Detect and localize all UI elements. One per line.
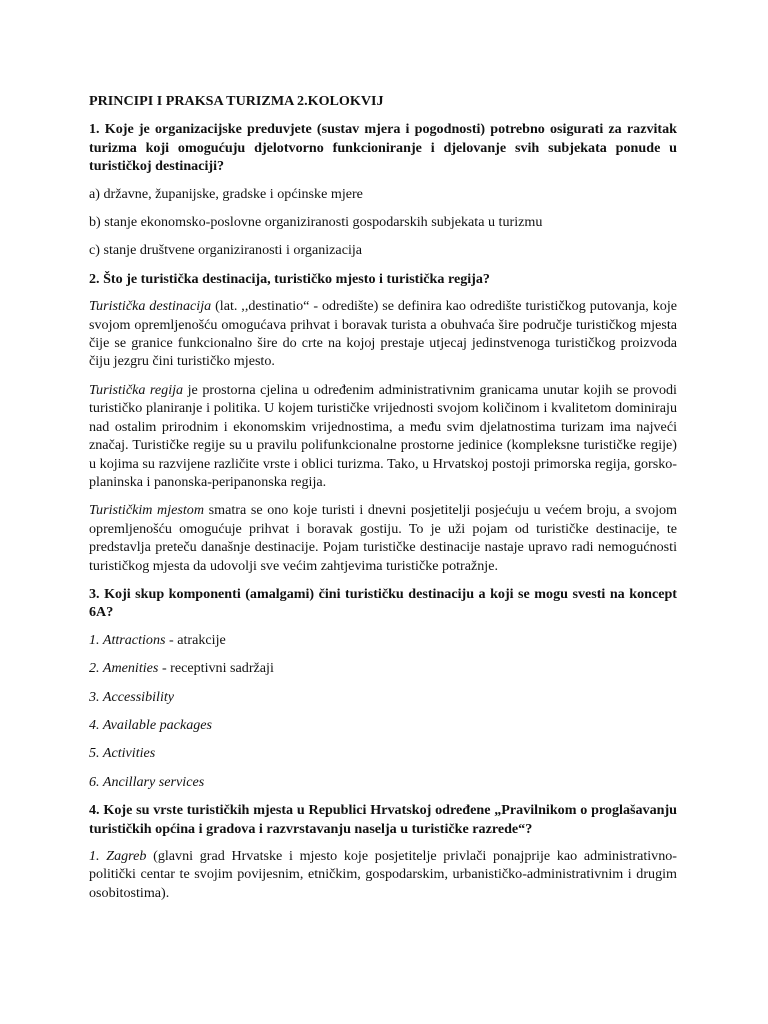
text-zagreb: (glavni grad Hrvatske i mjesto koje posjetitelje privlači ponajprije kao administrativno-politički centar te svojim povijesnim, etničkim, gospodarskim, urbanističko-administrativnim i drugim osobitostima). [89, 848, 678, 901]
document-page [89, 92, 677, 912]
term-regija: Turistička regija [89, 381, 184, 398]
text-regija: je prostorna cjelina u određenim administrativnim granicama unutar kojih se provodi turističko planiranje i politika. U kojem turističke vrijednosti svojom količinom i kvalitetom dominiraju nad ostalim prirodnim i ekonomskim vrijednostima, a među svim djelatnostima turizam ima najveći značaj. Turističke regije su u pravilu polifunkcionalne prostorne jedinice (kompleksne turističke regije) u kojima su razvijene različite vrste i oblici turizma. Tako, u Hrvatskoj postoji primorska regija, gorsko-planinska i panonska-peripanonska regija. [89, 381, 677, 490]
answer-a: a) državne, županijske, gradske i općinske mjere [89, 185, 363, 202]
paragraph-zagreb [89, 847, 677, 902]
item-hr: - receptivni sadržaji [158, 660, 274, 677]
list-item-amenities [89, 659, 677, 677]
list-item-accessibility [89, 688, 677, 706]
question-1: 1. Koje je organizacijske preduvjete (sustav mjera i pogodnosti) potrebno osigurati za razvitak turizma koji omogućuju djelotvorno funkcioniranje i djelovanje svih subjekata ponude u turističkoj destinaciji? [89, 121, 677, 175]
item-en: 1. Attractions [89, 631, 166, 648]
item-en: 6. Ancillary services [89, 773, 205, 790]
list-item-available-packages [89, 716, 677, 734]
question-4: 4. Koje su vrste turističkih mjesta u Republici Hrvatskoj određene „Pravilnikom o proglašavanju turističkih općina i gradova i razvrstavanju naselja u turističke razrede“? [89, 802, 677, 837]
paragraph-destinacija [89, 297, 677, 371]
term-zagreb: 1. Zagreb [89, 848, 147, 864]
list-item-ancillary-services [89, 773, 677, 791]
answer-b: b) stanje ekonomsko-poslovne organiziranosti gospodarskih subjekata u turizmu [89, 214, 543, 231]
document-title: PRINCIPI I PRAKSA TURIZMA 2.KOLOKVIJ [89, 93, 384, 109]
list-item-activities [89, 744, 677, 762]
item-en: 3. Accessibility [89, 688, 175, 705]
paragraph-mjesto [89, 501, 677, 575]
term-mjesto: Turističkim mjestom [89, 502, 205, 519]
question-2: 2. Što je turistička destinacija, turističko mjesto i turistička regija? [89, 270, 490, 287]
item-en: 5. Activities [89, 745, 156, 762]
list-item-attractions [89, 631, 677, 649]
text-mjesto: smatra se ono koje turisti i dnevni posjetitelji posjećuju u većem broju, a svojom opremljenošću omogućuje prihvat i boravak gostiju. To je uži pojam od turističke destinacije, te predstavlja preteču današnje destinacije. Pojam turističke destinacije nastaje upravo radi nemogućnosti turističkog mjesta da udovolji sve većim zahtjevima turističke potražnje. [89, 502, 677, 574]
question-3: 3. Koji skup komponenti (amalgami) čini turističku destinaciju a koji se mogu svesti na koncept 6A? [89, 585, 677, 621]
term-destinacija: Turistička destinacija [89, 298, 212, 315]
item-en: 2. Amenities [89, 660, 159, 677]
paragraph-regija [89, 381, 677, 491]
item-en: 4. Available packages [89, 716, 213, 733]
item-hr: - atrakcije [165, 631, 226, 648]
text-destinacija: (lat. ,,destinatio“ - odredište) se definira kao odredište turističkog putovanja, koje svojom opremljenošću omogućava prihvat i boravak turista a obuhvaća šire područje turističkog mjesta čije se granice funkcionalno šire do crte na kojoj prestaje utjecaj jedinstvenoga turističkog proizvoda čiju jezgru čini turističko mjesto. [89, 298, 677, 370]
answer-c: c) stanje društvene organiziranosti i organizacija [89, 242, 363, 259]
